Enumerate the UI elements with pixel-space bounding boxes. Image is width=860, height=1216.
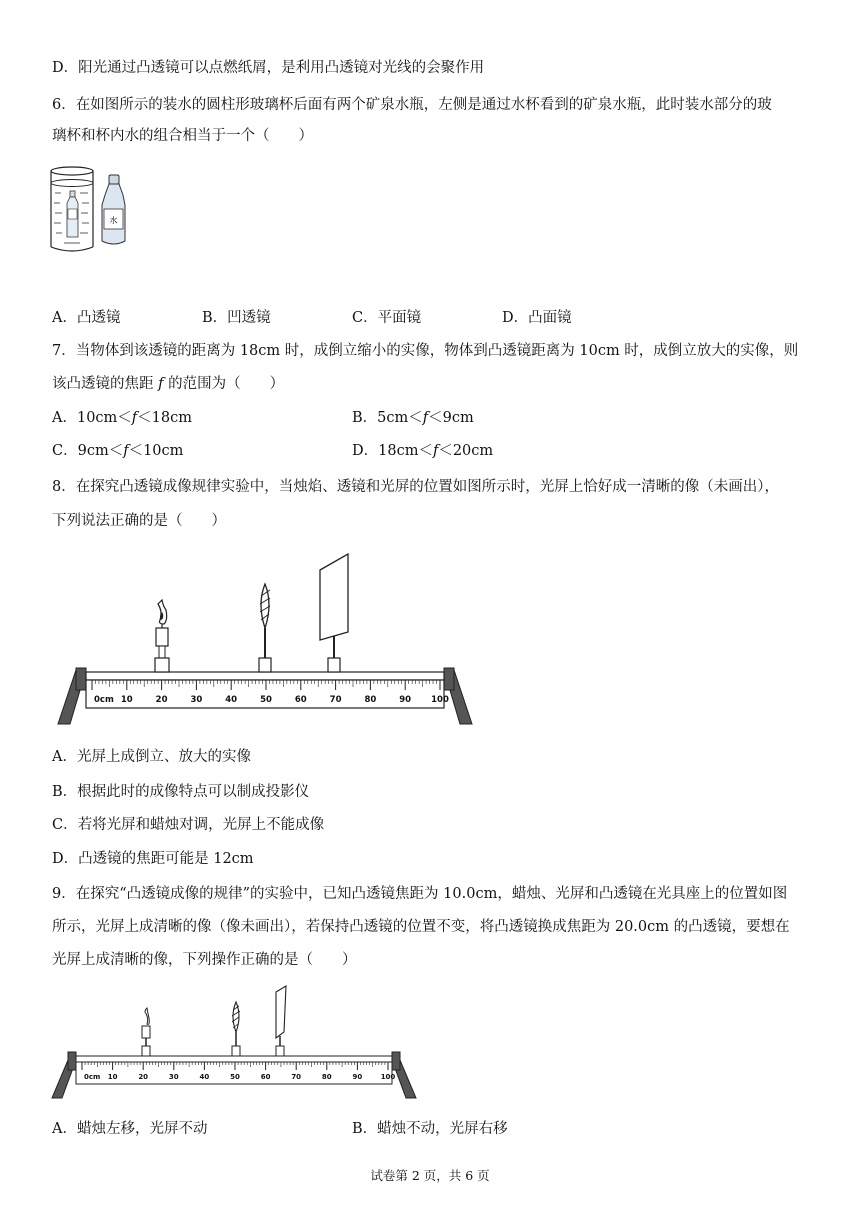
q8-ruler-label: 10	[120, 695, 133, 705]
q6-option-c[interactable]: C．平面镜	[352, 310, 422, 326]
q8-optical-bench-figure	[56, 548, 476, 728]
q9-ruler-label: 60	[260, 1073, 271, 1081]
q6-option-b[interactable]: B．凹透镜	[202, 310, 271, 326]
q8-option-a[interactable]: A．光屏上成倒立、放大的实像	[52, 749, 251, 765]
q8-ruler-label: 0cm	[94, 695, 114, 705]
q8-ruler-label: 90	[399, 695, 412, 705]
q8-ruler-label: 20	[155, 695, 168, 705]
q8-ruler-label: 40	[225, 695, 238, 705]
q9-option-a[interactable]: A．蜡烛左移，光屏不动	[52, 1121, 208, 1137]
q9-ruler-label: 30	[168, 1073, 179, 1081]
q9-stem-line1: 9．在探究“凸透镜成像的规律”的实验中，已知凸透镜焦距为 10.0cm，蜡烛、光屏和凸透镜在光具座上的位置如图	[52, 886, 788, 902]
q8-ruler-label: 30	[190, 695, 203, 705]
q6-option-d[interactable]: D．凸面镜	[502, 310, 572, 326]
q8-stem-line1: 8．在探究凸透镜成像规律实验中，当烛焰、透镜和光屏的位置如图所示时，光屏上恰好成一清晰的像（未画出），	[52, 479, 779, 495]
q7-option-b[interactable]: B．5cm＜f＜9cm	[352, 410, 474, 426]
q9-stem-line2: 所示，光屏上成清晰的像（像未画出），若保持凸透镜的位置不变，将凸透镜换成焦距为 20.0cm 的凸透镜，要想在	[52, 919, 790, 935]
q8-option-d[interactable]: D．凸透镜的焦距可能是 12cm	[52, 851, 254, 867]
q8-stem-line2: 下列说法正确的是（ ）	[52, 513, 226, 529]
q9-ruler-label: 10	[107, 1073, 118, 1081]
q9-option-b[interactable]: B．蜡烛不动，光屏右移	[352, 1121, 508, 1137]
q8-option-c[interactable]: C．若将光屏和蜡烛对调，光屏上不能成像	[52, 817, 325, 833]
q7-option-a[interactable]: A．10cm＜f＜18cm	[52, 410, 192, 426]
q9-ruler-label: 20	[138, 1073, 149, 1081]
q7-focal-symbol: f	[158, 376, 164, 392]
q9-candle	[142, 1008, 150, 1056]
q9-ruler-label: 40	[199, 1073, 210, 1081]
q9-lens	[232, 1002, 240, 1056]
q7-option-c[interactable]: C．9cm＜f＜10cm	[52, 443, 184, 459]
q6-option-a[interactable]: A．凸透镜	[52, 310, 121, 326]
q8-option-b[interactable]: B．根据此时的成像特点可以制成投影仪	[52, 784, 310, 800]
q8-ruler-label: 100	[431, 695, 449, 705]
q9-ruler-label: 70	[291, 1073, 302, 1081]
q9-ruler-label: 100	[380, 1073, 396, 1081]
q6-stem-line1: 6．在如图所示的装水的圆柱形玻璃杯后面有两个矿泉水瓶，左侧是通过水杯看到的矿泉水瓶，此时装水部分的玻	[52, 97, 772, 113]
q8-ruler-label: 70	[329, 695, 342, 705]
q8-ruler-label: 60	[294, 695, 307, 705]
q7-stem-line1: 7．当物体到该透镜的距离为 18cm 时，成倒立缩小的实像，物体到凸透镜距离为 10cm 时，成倒立放大的实像，则	[52, 343, 799, 359]
q9-ruler-label: 80	[321, 1073, 332, 1081]
q7-option-d[interactable]: D．18cm＜f＜20cm	[352, 443, 494, 459]
q8-ruler-label: 80	[364, 695, 377, 705]
q6-stem-line2: 璃杯和杯内水的组合相当于一个（ ）	[52, 128, 313, 144]
q8-ruler-label: 50	[260, 695, 272, 705]
q9-ruler-label: 50	[230, 1073, 240, 1081]
q9-ruler-label: 90	[352, 1073, 363, 1081]
q5-option-d: D．阳光通过凸透镜可以点燃纸屑，是利用凸透镜对光线的会聚作用	[52, 60, 485, 76]
q8-light-screen	[320, 554, 348, 672]
q9-optical-bench-figure	[50, 984, 420, 1102]
q9-ruler-label: 0cm	[84, 1073, 101, 1081]
q9-light-screen	[276, 986, 286, 1056]
page-footer: 试卷第 2 页，共 6 页	[370, 1168, 490, 1183]
q7-stem-line2: 该凸透镜的焦距 f 的范围为（ ）	[52, 376, 285, 392]
q6-bottle-label: 水	[109, 216, 118, 225]
q6-glass-and-bottles-figure	[50, 165, 130, 255]
q9-stem-line3: 光屏上成清晰的像，下列操作正确的是（ ）	[52, 952, 357, 968]
q8-candle	[155, 600, 169, 672]
q8-lens	[259, 584, 271, 672]
